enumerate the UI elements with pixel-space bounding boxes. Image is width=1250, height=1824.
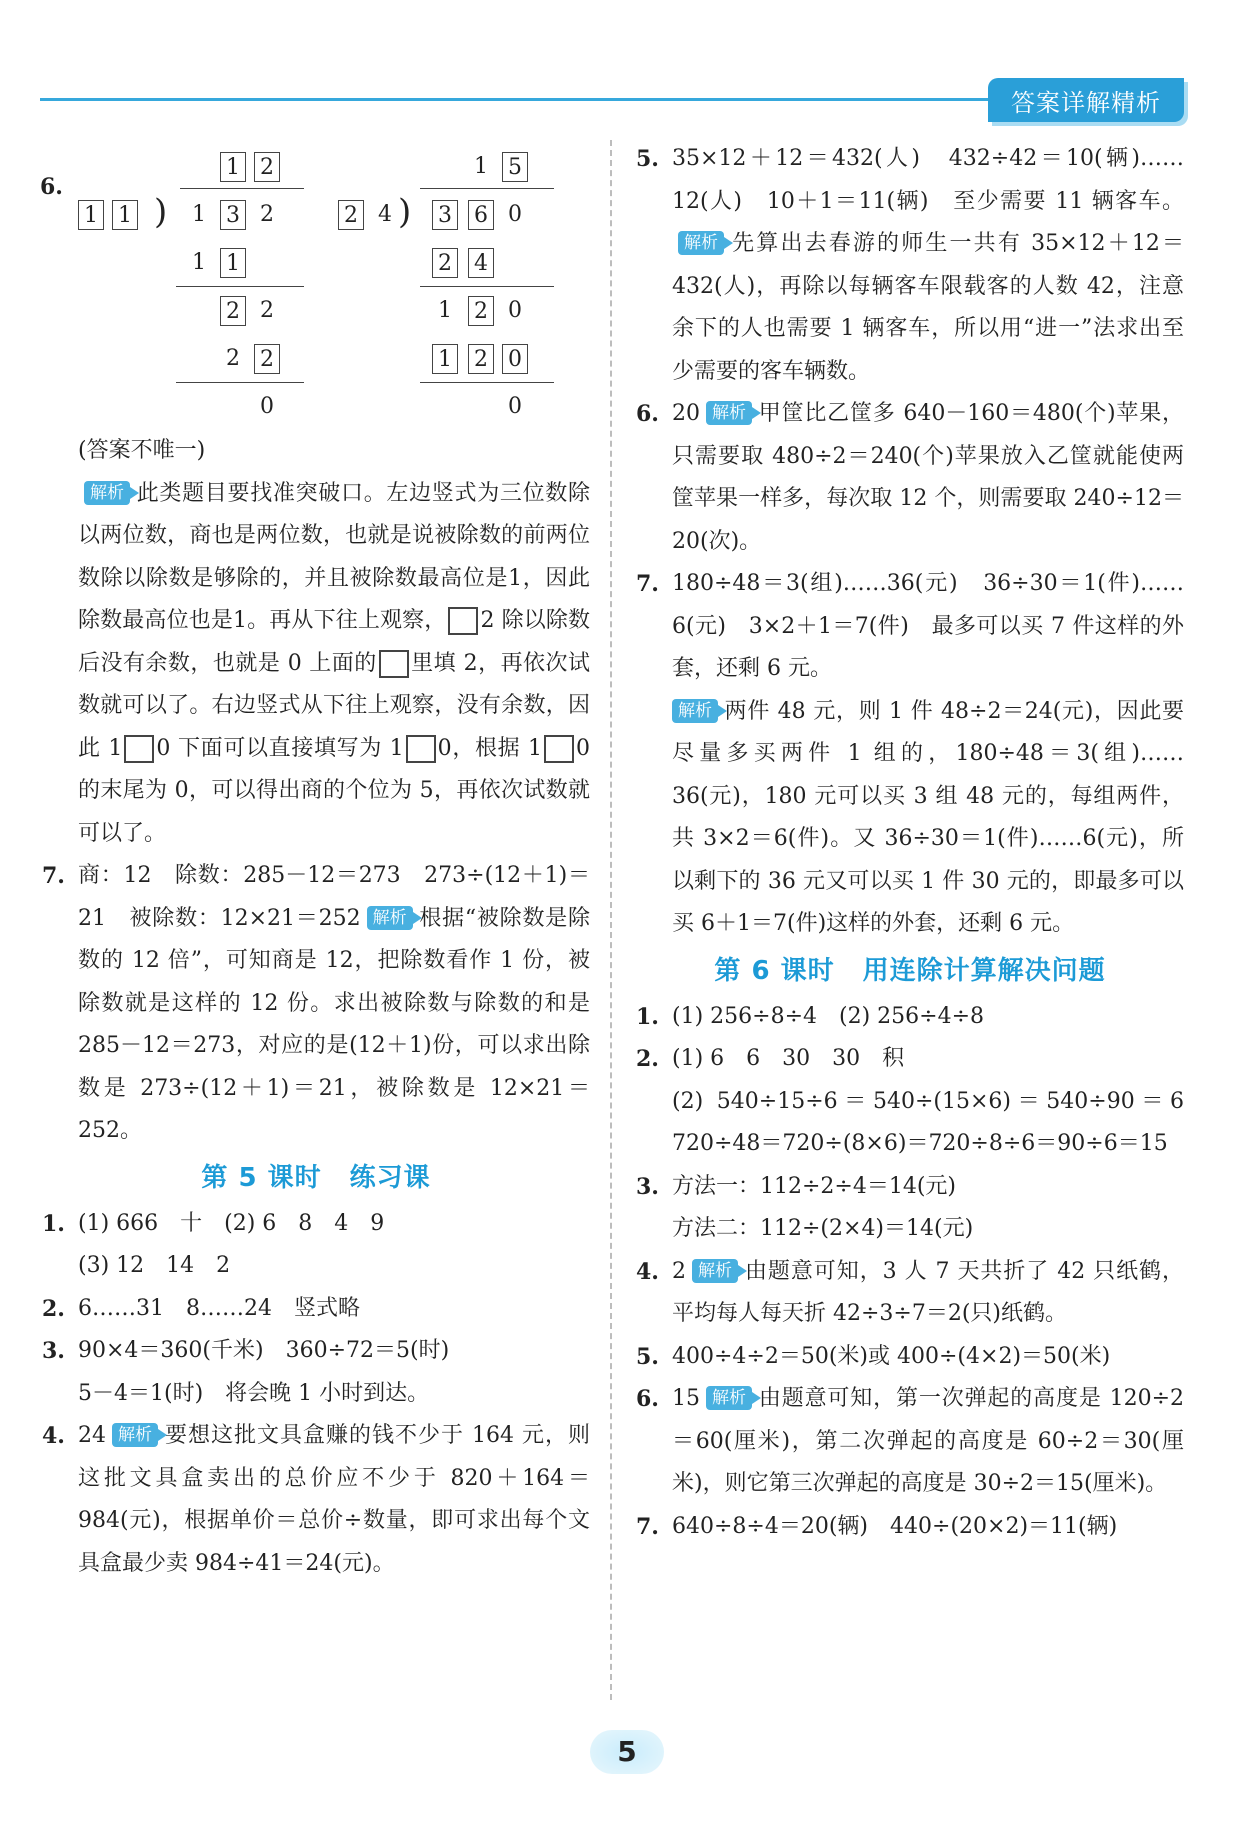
analysis-text: 里填 2，再依次试数就可以了。右边竖式从下往上观察，没有余数，因此 1 [78,650,591,761]
answer-text: (1) 6 6 30 30 积 [672,1046,905,1071]
question-number: 4. [42,1423,65,1449]
lesson-label: 第 6 课时 [714,955,835,986]
analysis-badge: 解析 [692,1259,738,1283]
analysis-text: 0，根据 1 [437,735,542,761]
answer-text: (1) 256÷8÷4 (2) 256÷4÷8 [672,1003,985,1029]
answer-text: 90×4＝360(千米) 360÷72＝5(时) [78,1338,450,1363]
long-division-left: 1 2 1 1 ) 1 3 2 1 1 2 2 2 2 0 [76,150,306,430]
lesson-title: 用连除计算解决问题 [862,955,1106,986]
s5-question-4 [42,1415,590,1585]
quotient-digit: 2 [254,152,280,182]
question-number: 7. [42,863,65,889]
question-number: 1. [42,1210,65,1237]
dividend-digit: 3 [432,200,458,230]
q6-number: 6. [40,174,63,200]
header-rule [40,98,1040,101]
right-column [636,138,1207,1548]
remainder: 0 [508,394,522,419]
step-digit: 1 [432,344,458,374]
answer-note: (答案不唯一) [78,438,206,463]
analysis-text: 要想这批文具盒赚的钱不少于 164 元，则这批文具盒卖出的总价应不少于 820＋164＝984(元)，根据单价＝总价÷数量，即可求出每个文具盒最少卖 984÷41＝24(元)。 [78,1423,590,1576]
s5-question-3 [42,1330,590,1415]
divisor-digit: 4 [378,202,392,227]
remainder: 0 [260,394,274,419]
step-digit: 4 [468,248,494,278]
column-divider [610,140,612,1700]
step-digit: 2 [432,248,458,278]
page-number: 5 [590,1730,664,1774]
long-division-right: 1 5 2 4 ) 3 6 0 2 4 1 2 0 1 2 0 0 [336,150,566,430]
header-tag: 答案详解精析 [988,78,1184,122]
dividend-digit: 1 [192,202,206,227]
s6-question-3 [636,1166,1184,1251]
step-digit: 0 [502,344,528,374]
question-7-right [636,563,1184,946]
analysis-text: 甲筐比乙筐多 640－160＝480(个)苹果，只需要取 480÷2＝240(个)苹果放入乙筐就能使两筐苹果一样多，每次取 12 个，则需要取 240÷12＝20(次)。 [672,401,1184,554]
step-digit: 0 [508,298,522,323]
analysis-text: 0 下面可以直接填写为 1 [156,735,404,761]
question-number: 7. [636,1513,659,1540]
question-number: 2. [42,1295,65,1322]
answer-text: 商：12 除数：285－12＝273 273÷(12＋1)＝21 被除数：12×21＝252 [78,863,590,931]
s6-question-2 [636,1038,1207,1166]
analysis-text: 由题意可知，第一次弹起的高度是 120÷2＝60(厘米)，第二次弹起的高度是 60÷2＝30(厘米)，则它第三次弹起的高度是 30÷2＝15(厘米)。 [672,1386,1184,1496]
step-digit: 1 [438,298,452,323]
analysis-text: 2 除以除数后没有余数，也就是 0 上面的 [78,608,590,676]
dividend-digit: 2 [260,202,274,227]
analysis-badge: 解析 [678,231,724,255]
divisor-digit: 1 [78,200,104,230]
analysis-text: 根据“被除数是除数的 12 倍”，可知商是 12，把除数看作 1 份，被除数就是这样的 12 份。求出被除数与除数的和是 285－12＝273，对应的是(12＋1)份，可以求出除数是 273÷(12＋1)＝21，被除数是 12×21＝252。 [78,905,590,1143]
dividend-digit: 3 [220,200,246,230]
blank-box [379,650,409,678]
question-number: 3. [636,1173,659,1200]
step-digit: 2 [226,346,240,371]
analysis-text: 由题意可知，3 人 7 天共折了 42 只纸鹤，平均每人每天折 42÷3÷7＝2(只)纸鹤。 [672,1258,1184,1326]
blank-box [448,607,478,635]
answer-text: 5－4＝1(时) 将会晚 1 小时到达。 [78,1380,430,1406]
question-6 [636,393,1184,563]
dividend-digit: 0 [508,202,522,227]
blank-box [406,735,436,763]
s5-question-1 [42,1203,590,1288]
question-number: 2. [636,1046,659,1072]
step-digit: 2 [260,298,274,323]
answer-text: 15 [672,1386,700,1411]
question-number: 5. [636,146,659,172]
s6-question-1 [636,996,1184,1039]
s5-question-2 [42,1288,590,1331]
analysis-text: 先算出去春游的师生一共有 35×12＋12＝432(人)，再除以每辆客车限载客的人数 42，注意余下的人也需要 1 辆客车，所以用“进一”法求出至少需要的客车辆数。 [672,231,1184,384]
question-number: 4. [636,1258,659,1285]
step-digit: 2 [468,344,494,374]
analysis-text: 0 的末尾为 0，可以得出商的个位为 5，再依次试数就可以了。 [78,735,590,846]
answer-text: 方法二：112÷(2×4)＝14(元) [672,1216,974,1241]
question-number: 6. [636,401,659,427]
answer-text: 400÷4÷2＝50(米)或 400÷(4×2)＝50(米) [672,1343,1111,1369]
s6-question-5 [636,1336,1184,1379]
analysis-badge: 解析 [706,401,752,425]
question-number: 7. [636,571,659,597]
answer-text: 方法一：112÷2÷4＝14(元) [672,1173,957,1199]
divisor-digit: 1 [112,200,138,230]
analysis-badge: 解析 [112,1423,158,1447]
step-digit: 1 [220,248,246,278]
section-title-lesson-5 [42,1153,590,1203]
answer-text: 6……31 8……24 竖式略 [78,1295,360,1321]
s6-question-7 [636,1506,1184,1549]
step-digit: 1 [192,250,206,275]
answer-text: 640÷8÷4＝20(辆) 440÷(20×2)＝11(辆) [672,1513,1118,1539]
q6-analysis [42,473,590,856]
answer-text: (1) 666 十 (2) 6 8 4 9 [78,1210,385,1236]
quotient-digit: 1 [220,152,246,182]
left-column [42,430,590,1585]
question-5 [636,138,1184,393]
lesson-title: 练习课 [349,1162,431,1193]
s6-question-6 [636,1378,1184,1506]
section-title-lesson-6 [636,946,1184,996]
step-digit: 2 [220,296,246,326]
dividend-digit: 6 [468,200,494,230]
lesson-label: 第 5 课时 [201,1162,322,1193]
divisor-digit: 2 [338,200,364,230]
answer-text: 2 [672,1258,686,1284]
question-number: 3. [42,1338,65,1364]
analysis-text: 两件 48 元，则 1 件 48÷2＝24(元)，因此要尽量多买两件 1 组的，180÷48＝3(组)……36(元)，180 元可以买 3 组 48 元的，每组两件，共 3×2＝6(件)。又 36÷30＝1(件)……6(元)，所以剩下的 36 元又可以买 1 件 30 元的，即最多可以买 6＋1＝7(件)这样的外套，还剩 6 元。 [672,698,1184,936]
s6-question-4 [636,1251,1184,1336]
analysis-text: 此类题目要找准突破口。左边竖式为三位数除以两位数，商也是两位数，也就是说被除数的前两位数除以除数是够除的，并且被除数最高位是1，因此除数最高位也是1。再从下往上观察， [78,480,590,633]
answer-text: 20 [672,401,700,426]
quotient-digit: 1 [474,154,488,179]
analysis-badge: 解析 [672,699,718,723]
question-number: 5. [636,1343,659,1370]
analysis-badge: 解析 [84,481,130,505]
question-number: 6. [636,1386,659,1412]
answer-text: (2) 540÷15÷6＝540÷(15×6)＝540÷90＝6 720÷48＝720÷(8×6)＝720÷8÷6＝90÷6＝15 [672,1088,1207,1156]
step-digit: 2 [468,296,494,326]
analysis-badge: 解析 [367,906,413,930]
step-digit: 2 [254,344,280,374]
question-number: 1. [636,1003,659,1030]
question-7 [42,855,590,1153]
quotient-digit: 5 [502,152,528,182]
answer-text: (3) 12 14 2 [78,1253,231,1278]
answer-text: 35×12＋12＝432(人) 432÷42＝10(辆)……12(人) 10＋1＝11(辆) 至少需要 11 辆客车。 [672,146,1184,214]
blank-box [124,735,154,763]
blank-box [544,735,574,763]
answer-text: 180÷48＝3(组)……36(元) 36÷30＝1(件)……6(元) 3×2＋1＝7(件) 最多可以买 7 件这样的外套，还剩 6 元。 [672,571,1184,681]
analysis-badge: 解析 [706,1386,752,1410]
answer-text: 24 [78,1423,106,1448]
